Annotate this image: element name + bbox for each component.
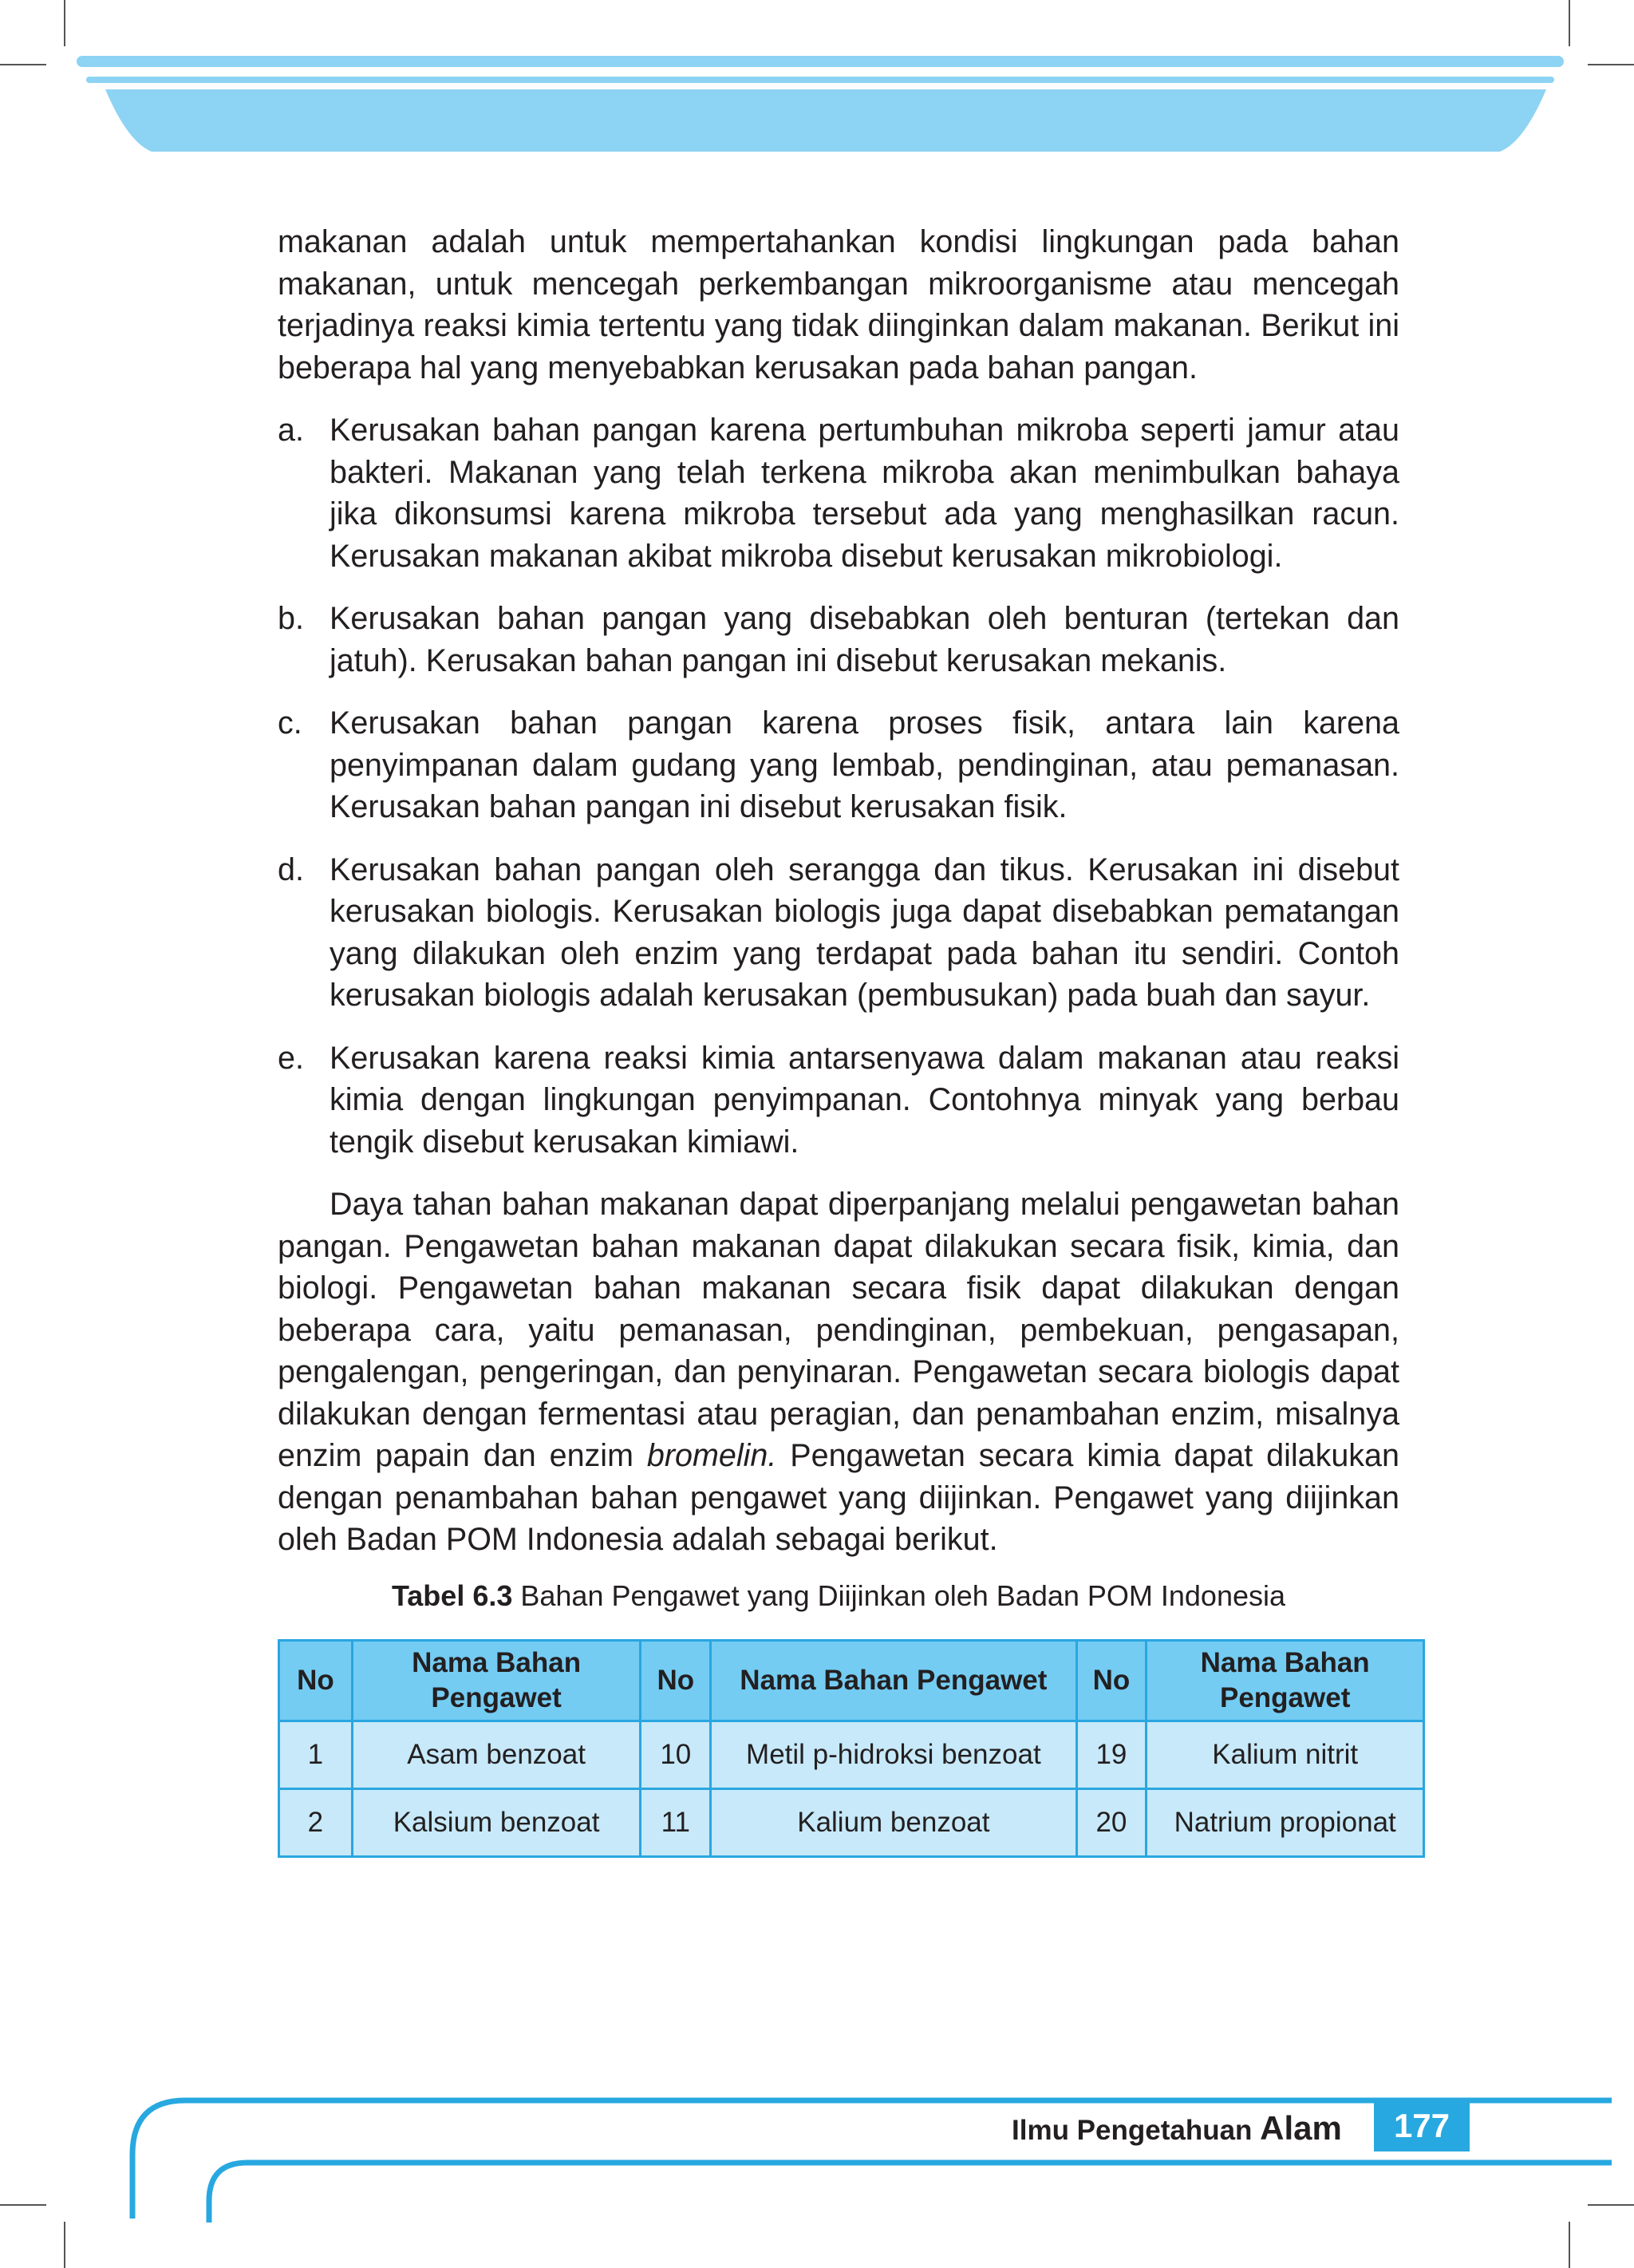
table-header-cell: Nama Bahan Pengawet: [352, 1640, 641, 1721]
footer-subject-emphasis: Alam: [1260, 2109, 1342, 2147]
table-caption-text: Bahan Pengawet yang Diijinkan oleh Badan POM Indonesia: [512, 1579, 1286, 1612]
table-header-cell: No: [641, 1640, 711, 1721]
table-cell: Kalium benzoat: [711, 1788, 1076, 1856]
preservation-text-part2: Pengawetan secara kimia dapat dilakukan dengan penambahan bahan pengawet yang diijinkan. Pengawet yang diijinkan oleh Badan POM Indonesia adalah sebagai berikut.: [278, 1438, 1399, 1557]
table-header-cell: Nama Bahan Pengawet: [1147, 1640, 1424, 1721]
footer-subject: [1012, 2109, 1342, 2147]
list-item-text: Kerusakan bahan pangan oleh serangga dan tikus. Kerusakan ini disebut kerusakan biologis. Kerusakan biologis juga dapat disebabkan pematangan yang dilakukan oleh enzim yang terdapat pada bahan itu sendiri. Contoh kerusakan biologis adalah kerusakan (pembusukan) pada buah dan sayur.: [330, 851, 1399, 1013]
page-content: [278, 221, 1399, 1858]
list-item: [278, 1037, 1399, 1164]
footer-decoration: [0, 2075, 1634, 2234]
preservation-text-part1: Daya tahan bahan makanan dapat diperpanjang melalui pengawetan bahan pangan. Pengawetan bahan makanan dapat dilakukan secara fisik, kimia, dan biologi. Pengawetan bahan makanan secara fisik dapat dilakukan dengan beberapa cara, yaitu pemanasan, pendinginan, pembekuan, pengasapan, pengalengan, pengeringan, dan penyinaran. Pengawetan secara biologis dapat dilakukan dengan fermentasi atau peragian, dan penambahan enzim, misalnya enzim papain dan enzim: [278, 1187, 1399, 1473]
table-header-row: [279, 1640, 1424, 1721]
preservation-paragraph: [278, 1183, 1399, 1561]
list-marker: b.: [278, 601, 304, 636]
table-cell: 11: [641, 1788, 711, 1856]
table-cell: Kalium nitrit: [1147, 1721, 1424, 1788]
list-item-text: Kerusakan bahan pangan yang disebabkan oleh benturan (tertekan dan jatuh). Kerusakan bahan pangan ini disebut kerusakan mekanis.: [330, 601, 1399, 678]
table-caption: [278, 1577, 1399, 1615]
table-header-cell: No: [1076, 1640, 1147, 1721]
table-header-cell: No: [279, 1640, 353, 1721]
list-marker: c.: [278, 705, 302, 741]
table-cell: 10: [641, 1721, 711, 1788]
table-caption-label: Tabel 6.3: [391, 1579, 513, 1612]
table-cell: 1: [279, 1721, 353, 1788]
list-marker: e.: [278, 1040, 304, 1076]
list-marker: d.: [278, 851, 304, 887]
table-row: [279, 1788, 1424, 1856]
footer-subject-prefix: Ilmu Pengetahuan: [1012, 2115, 1261, 2146]
list-item: [278, 598, 1399, 682]
damage-causes-list: [278, 409, 1399, 1163]
table-cell: Metil p-hidroksi benzoat: [711, 1721, 1076, 1788]
intro-paragraph: makanan adalah untuk mempertahankan kondisi lingkungan pada bahan makanan, untuk mencegah perkembangan mikroorganisme atau mencegah terjadinya reaksi kimia tertentu yang tidak diinginkan dalam makanan. Berikut ini beberapa hal yang menyebabkan kerusakan pada bahan pangan.: [278, 224, 1399, 385]
table-cell: Kalsium benzoat: [352, 1788, 641, 1856]
list-marker: a.: [278, 413, 304, 448]
table-row: [279, 1721, 1424, 1788]
table-header-cell: Nama Bahan Pengawet: [711, 1640, 1076, 1721]
table-cell: 19: [1076, 1721, 1147, 1788]
list-item-text: Kerusakan bahan pangan karena proses fisik, antara lain karena penyimpanan dalam gudang yang lembab, pendinginan, atau pemanasan. Kerusakan bahan pangan ini disebut kerusakan fisik.: [330, 705, 1399, 824]
table-cell: 2: [279, 1788, 353, 1856]
list-item: [278, 409, 1399, 577]
preservation-italic-term: bromelin.: [646, 1438, 777, 1473]
preservatives-table: [278, 1639, 1425, 1858]
page-number: 177: [1374, 2100, 1470, 2151]
list-item-text: Kerusakan bahan pangan karena pertumbuhan mikroba seperti jamur atau bakteri. Makanan yang telah terkena mikroba akan menimbulkan bahaya jika dikonsumsi karena mikroba tersebut ada yang menghasilkan racun. Kerusakan makanan akibat mikroba disebut kerusakan mikrobiologi.: [330, 413, 1399, 574]
table-cell: 20: [1076, 1788, 1147, 1856]
list-item: [278, 849, 1399, 1017]
header-band: [0, 0, 1634, 160]
list-item: [278, 702, 1399, 828]
table-cell: Asam benzoat: [352, 1721, 641, 1788]
table-cell: Natrium propionat: [1147, 1788, 1424, 1856]
list-item-text: Kerusakan karena reaksi kimia antarsenyawa dalam makanan atau reaksi kimia dengan lingkungan penyimpanan. Contohnya minyak yang berbau tengik disebut kerusakan kimiawi.: [330, 1040, 1399, 1160]
